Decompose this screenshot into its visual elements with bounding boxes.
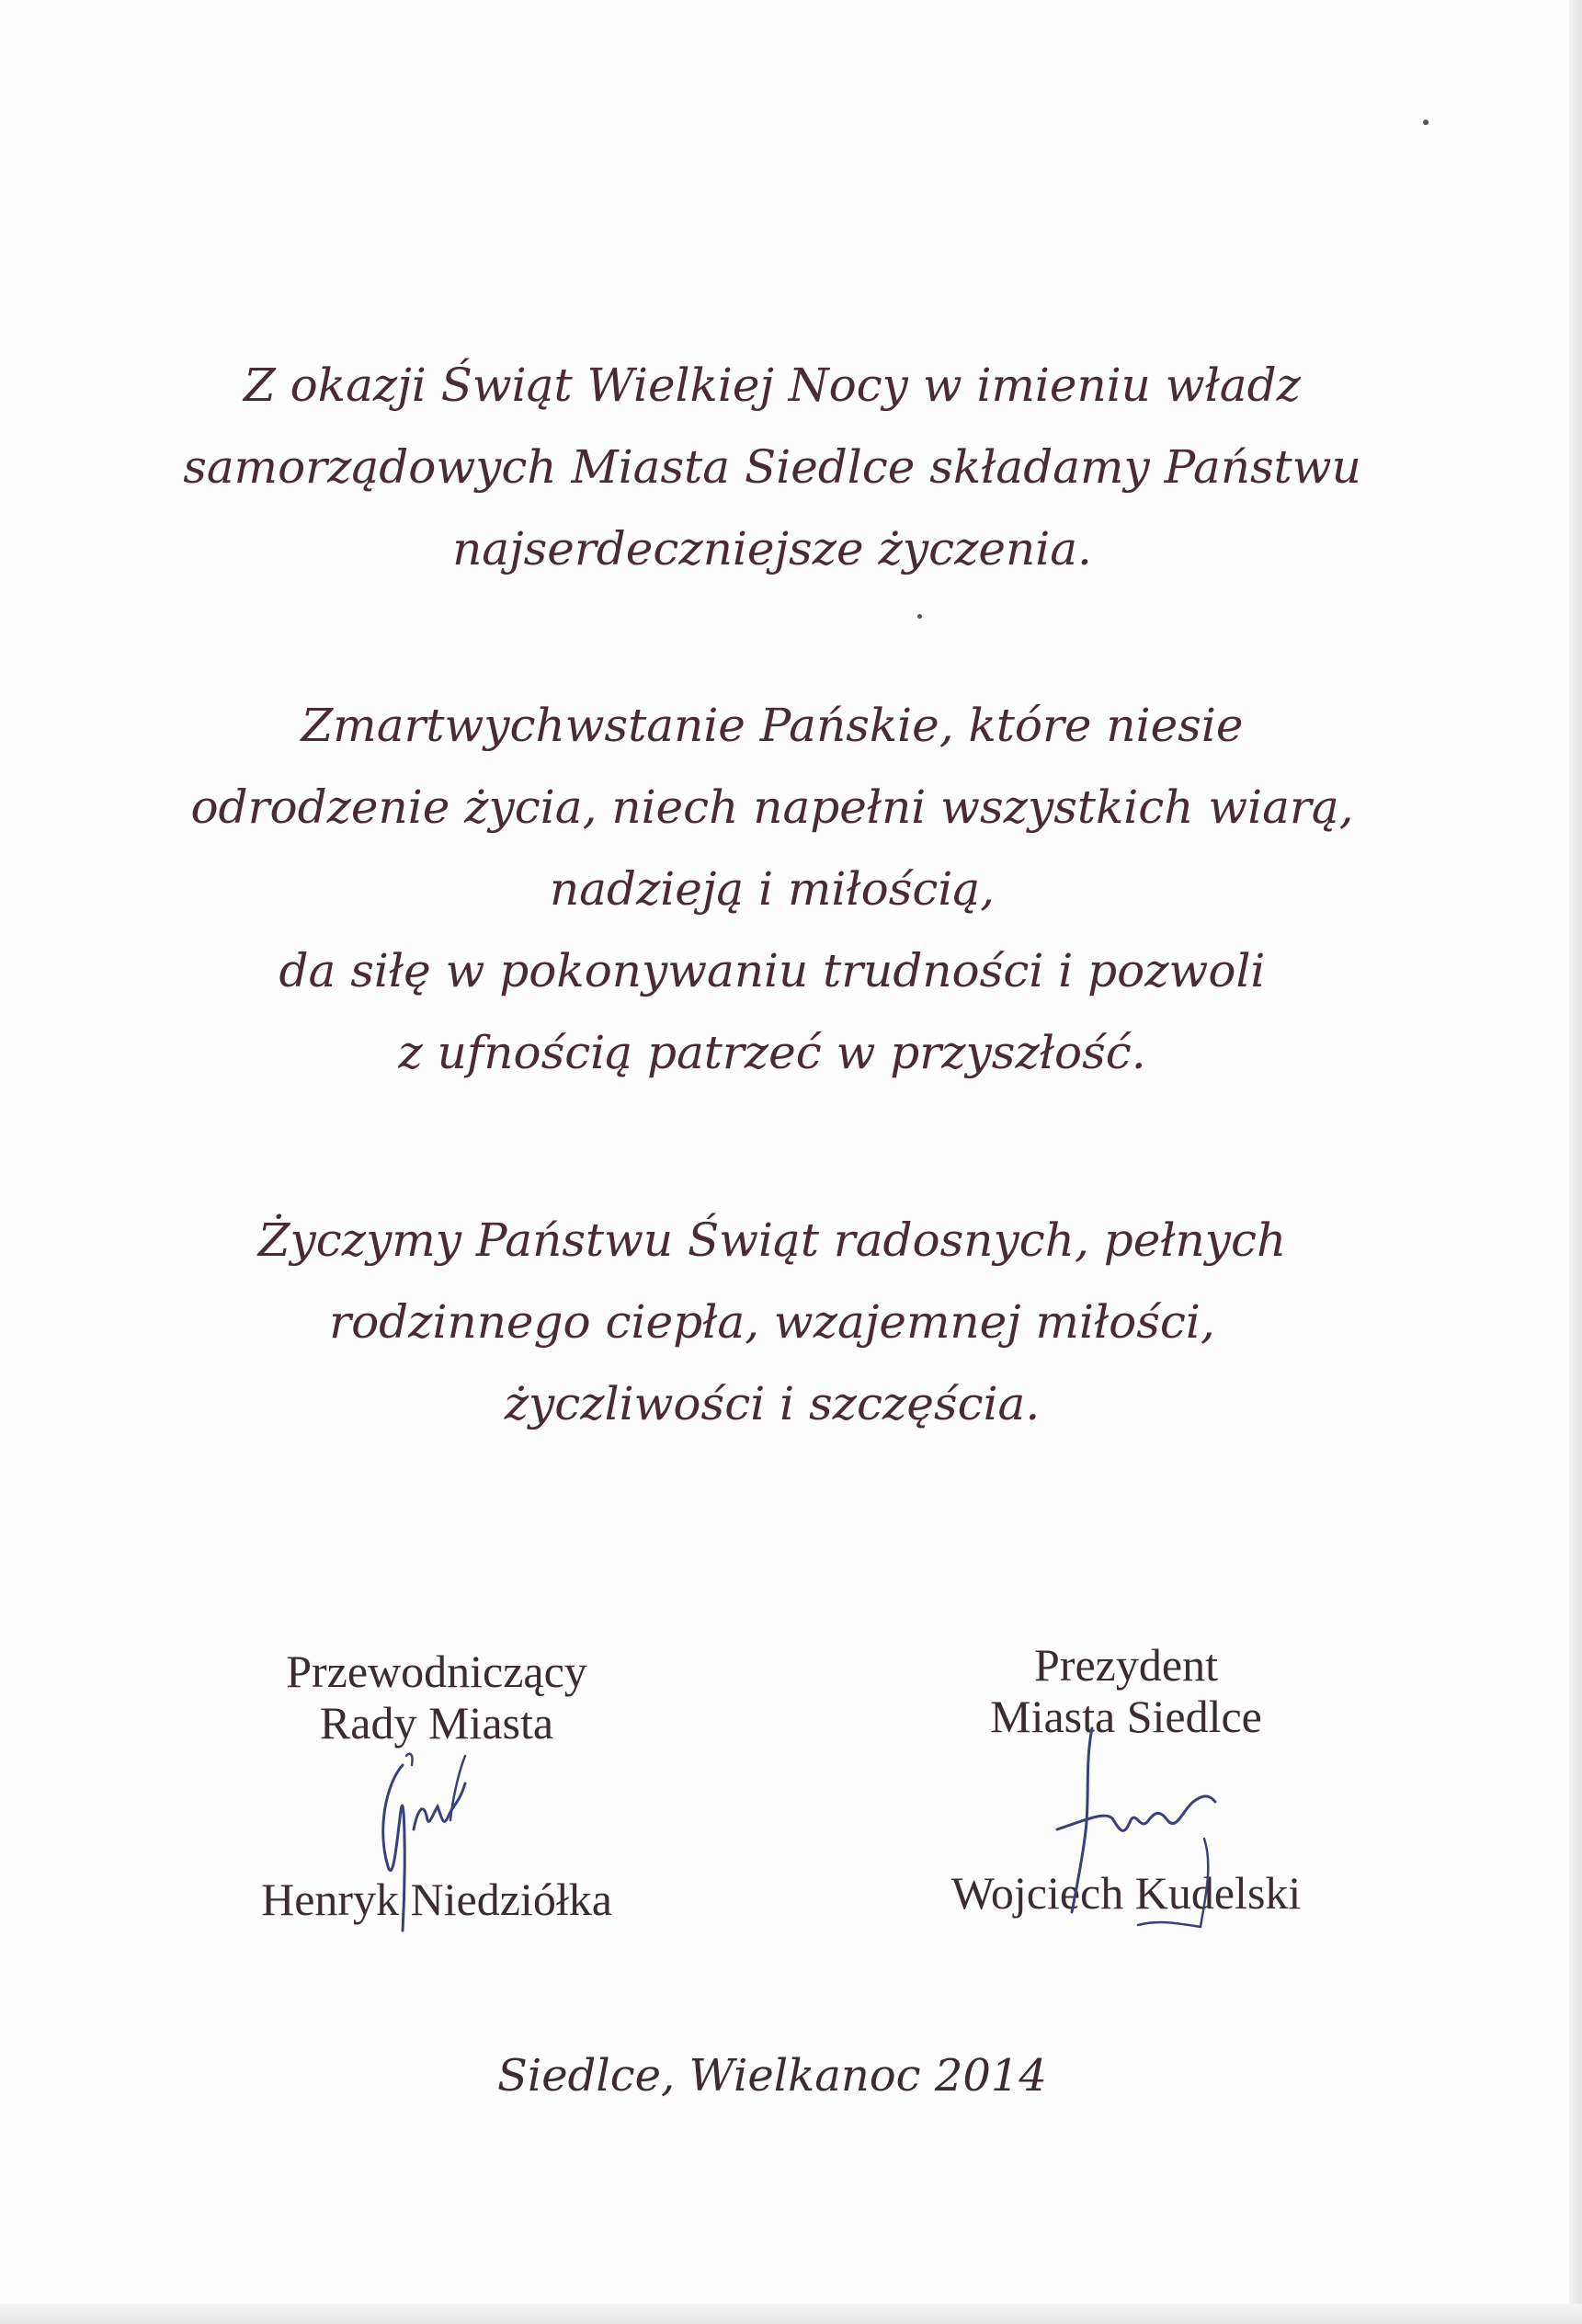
greeting-line: rodzinnego ciepła, wzajemnej miłości, (329, 1295, 1215, 1349)
signatory-role: Rady Miasta (319, 1697, 554, 1749)
signatory-name: Henryk Niedziółka (261, 1874, 612, 1925)
handwritten-signature-right (1020, 1719, 1259, 1940)
greeting-paragraph-1 (0, 345, 1544, 590)
greeting-line: najserdeczniejsze życzenia. (452, 522, 1092, 575)
greeting-line: nadzieją i miłością, (549, 862, 996, 916)
greeting-line: Zmartwychwstanie Pańskie, które niesie (301, 699, 1244, 752)
greeting-line: z ufnością patrzeć w przyszłość. (398, 1026, 1146, 1079)
signatory-role: Przewodniczący (286, 1646, 587, 1697)
scan-speck (1423, 120, 1428, 125)
scan-speck (917, 614, 922, 619)
greeting-line: Z okazji Świąt Wielkiej Nocy w imieniu władz (244, 359, 1301, 412)
scan-edge-bottom (0, 2304, 1582, 2324)
place-and-date: Siedlce, Wielkanoc 2014 (497, 2050, 1047, 2102)
signatory-name: Wojciech Kudelski (950, 1867, 1302, 1919)
signatory-role: Miasta Siedlce (990, 1691, 1262, 1742)
greeting-line: da siłę w pokonywaniu trudności i pozwoli (279, 944, 1266, 997)
scan-edge-right (1569, 0, 1582, 2324)
handwritten-signature-left (349, 1728, 552, 1940)
greeting-line: samorządowych Miasta Siedlce składamy Państwu (183, 440, 1361, 494)
signatory-role: Prezydent (1034, 1639, 1218, 1691)
greeting-line: odrodzenie życia, niech napełni wszystkich wiarą, (190, 780, 1354, 834)
greeting-line: Życzymy Państwu Świąt radosnych, pełnych (257, 1213, 1287, 1267)
greeting-paragraph-2 (0, 685, 1544, 1094)
greeting-line: życzliwości i szczęścia. (504, 1377, 1041, 1430)
greeting-paragraph-3 (0, 1200, 1544, 1445)
